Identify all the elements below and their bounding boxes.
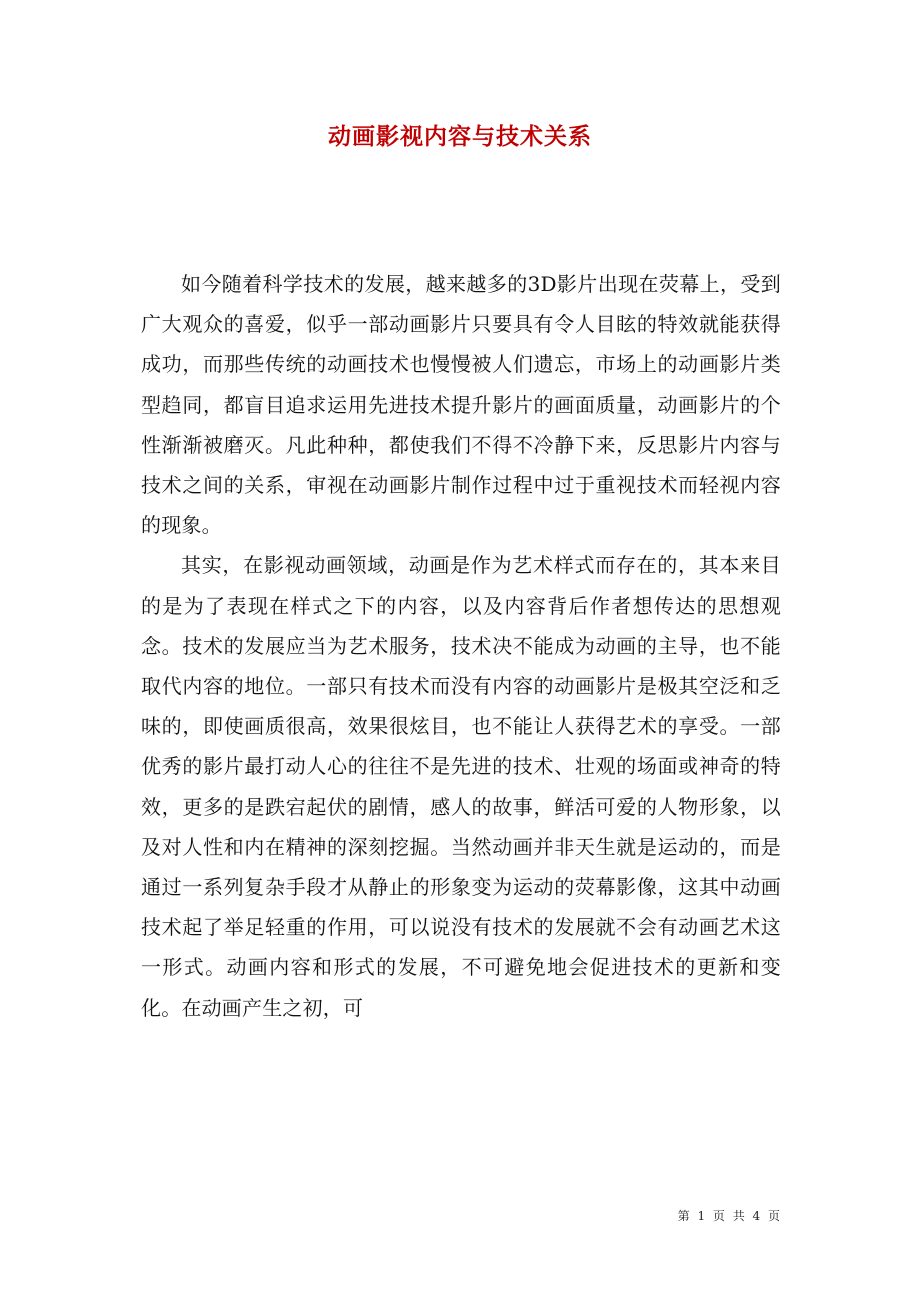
- paragraph-1: 如今随着科学技术的发展，越来越多的3D影片出现在荧幕上，受到广大观众的喜爱，似乎一部动画影片只要具有令人目眩的特效就能获得成功，而那些传统的动画技术也慢慢被人们遗忘，市场上的动画影片类型趋同，都盲目追求运用先进技术提升影片的画面质量，动画影片的个性渐渐被磨灭。凡此种种，都使我们不得不冷静下来，反思影片内容与技术之间的关系，审视在动画影片制作过程中过于重视技术而轻视内容的现象。: [141, 272, 781, 538]
- page-number-footer: 第 1 页 共 4 页: [677, 1209, 782, 1223]
- page-title: 动画影视内容与技术关系: [328, 124, 592, 150]
- paragraph-2: 其实，在影视动画领域，动画是作为艺术样式而存在的，其本来目的是为了表现在样式之下的内容，以及内容背后作者想传达的思想观念。技术的发展应当为艺术服务，技术决不能成为动画的主导，也不能取代内容的地位。一部只有技术而没有内容的动画影片是极其空泛和乏味的，即使画质很高，效果很炫目，也不能让人获得艺术的享受。一部优秀的影片最打动人心的往往不是先进的技术、壮观的场面或神奇的特效，更多的是跌宕起伏的剧情，感人的故事，鲜活可爱的人物形象，以及对人性和内在精神的深刻挖掘。当然动画并非天生就是运动的，而是通过一系列复杂手段才从静止的形象变为运动的荧幕影像，这其中动画技术起了举足轻重的作用，可以说没有技术的发展就不会有动画艺术这一形式。动画内容和形式的发展，不可避免地会促进技术的更新和变化。在动画产生之初，可: [141, 553, 781, 1020]
- document-body: [141, 264, 781, 1028]
